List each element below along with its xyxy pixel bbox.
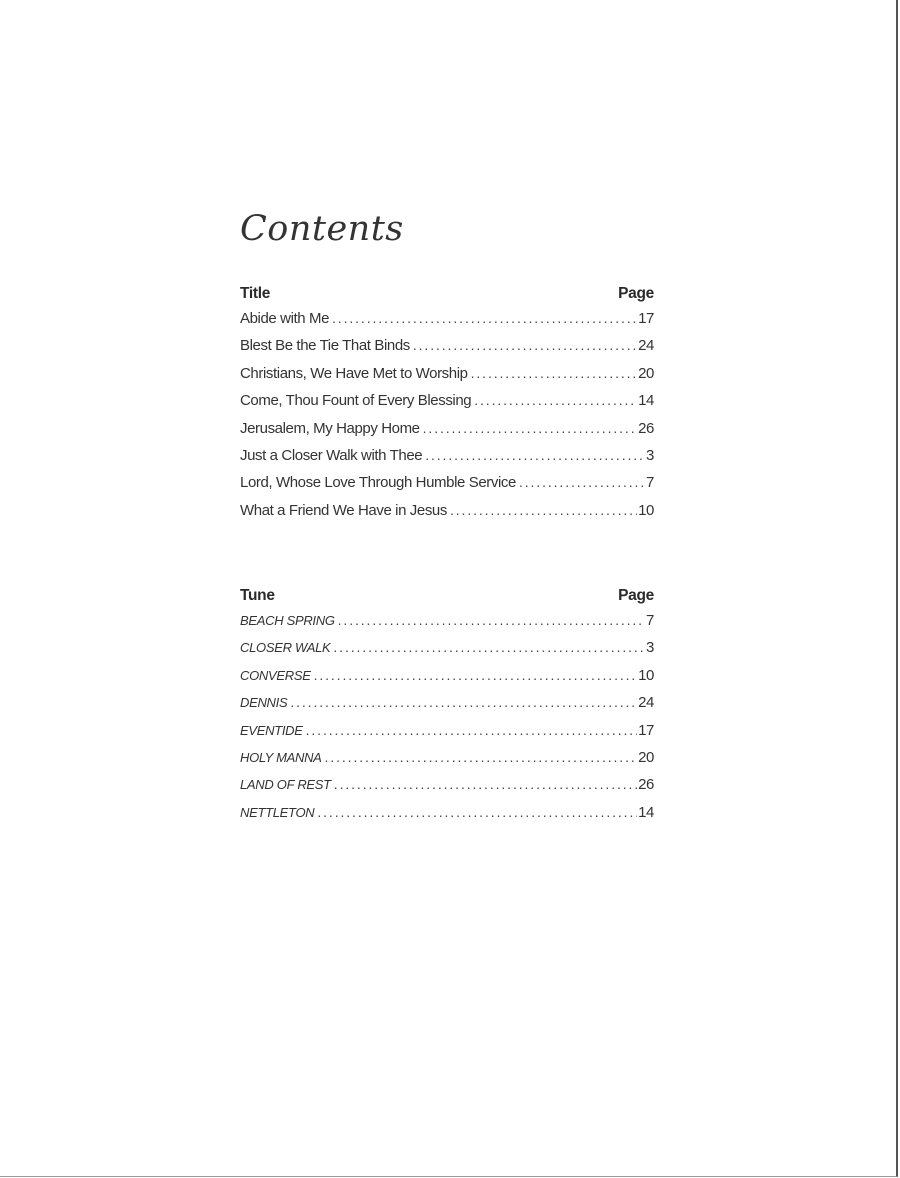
tunes-index-header (240, 584, 654, 607)
dot-leader (519, 469, 645, 496)
page-column-heading: Page (618, 285, 654, 302)
dot-leader (317, 799, 637, 826)
dot-leader (474, 387, 637, 414)
titles-list (240, 305, 654, 524)
entry-page-number: 7 (646, 612, 654, 629)
title-entry-row[interactable] (240, 442, 654, 469)
entry-label: HOLY MANNA (240, 749, 322, 765)
entry-page-number: 24 (638, 694, 654, 712)
entry-page-number: 20 (638, 748, 654, 766)
entry-label: Christians, We Have Met to Worship (240, 364, 468, 382)
titles-index (240, 282, 654, 524)
entry-page-number: 17 (638, 310, 654, 327)
entry-label: DENNIS (240, 695, 288, 711)
entry-label: NETTLETON (240, 804, 315, 820)
title-entry-row[interactable] (240, 415, 654, 442)
dot-leader (325, 744, 638, 771)
tune-entry-row[interactable] (240, 689, 654, 716)
entry-label: CONVERSE (240, 667, 311, 683)
entry-label: Just a Closer Walk with Thee (240, 446, 423, 464)
tune-entry-row[interactable] (240, 662, 654, 689)
entry-page-number: 17 (638, 721, 654, 739)
entry-label: Jerusalem, My Happy Home (240, 419, 420, 437)
tunes-list (240, 607, 654, 826)
entry-page-number: 26 (638, 419, 654, 437)
entry-page-number: 10 (638, 666, 654, 684)
entry-page-number: 10 (638, 501, 654, 519)
dot-leader (423, 415, 637, 442)
entry-page-number: 26 (638, 776, 654, 794)
title-column-heading: Title (240, 285, 271, 302)
tune-entry-row[interactable] (240, 634, 654, 661)
entry-label: LAND OF REST (240, 777, 331, 793)
dot-leader (290, 689, 637, 716)
entry-page-number: 14 (638, 803, 654, 821)
entry-label: BEACH SPRING (240, 613, 335, 628)
entry-page-number: 3 (646, 639, 654, 657)
dot-leader (333, 634, 645, 661)
dot-leader (450, 497, 637, 524)
title-entry-row[interactable] (240, 305, 654, 332)
entry-page-number: 3 (646, 446, 654, 464)
entry-label: CLOSER WALK (240, 640, 331, 656)
dot-leader (306, 717, 637, 744)
entry-page-number: 7 (646, 474, 654, 492)
entry-label: What a Friend We Have in Jesus (240, 501, 447, 519)
tunes-index (240, 584, 654, 826)
tune-entry-row[interactable] (240, 771, 654, 798)
title-entry-row[interactable] (240, 469, 654, 496)
titles-index-header (240, 282, 654, 305)
dot-leader (332, 305, 637, 332)
dot-leader (338, 607, 645, 634)
entry-label: EVENTIDE (240, 722, 303, 738)
tune-column-heading: Tune (240, 587, 275, 604)
page-column-heading: Page (618, 587, 654, 604)
title-entry-row[interactable] (240, 497, 654, 524)
entry-page-number: 14 (638, 392, 654, 410)
entry-label: Come, Thou Fount of Every Blessing (240, 392, 472, 410)
entry-label: Lord, Whose Love Through Humble Service (240, 474, 516, 492)
entry-label: Blest Be the Tie That Binds (240, 337, 410, 355)
entry-page-number: 24 (638, 337, 654, 355)
dot-leader (314, 662, 638, 689)
tune-entry-row[interactable] (240, 607, 654, 634)
dot-leader (471, 360, 638, 387)
tune-entry-row[interactable] (240, 799, 654, 826)
entry-page-number: 20 (638, 364, 654, 382)
dot-leader (413, 332, 637, 359)
entry-label: Abide with Me (240, 310, 330, 327)
tune-entry-row[interactable] (240, 744, 654, 771)
title-entry-row[interactable] (240, 332, 654, 359)
title-entry-row[interactable] (240, 360, 654, 387)
tune-entry-row[interactable] (240, 717, 654, 744)
dot-leader (425, 442, 645, 469)
dot-leader (334, 771, 637, 798)
title-entry-row[interactable] (240, 387, 654, 414)
page-title: Contents (240, 209, 404, 249)
